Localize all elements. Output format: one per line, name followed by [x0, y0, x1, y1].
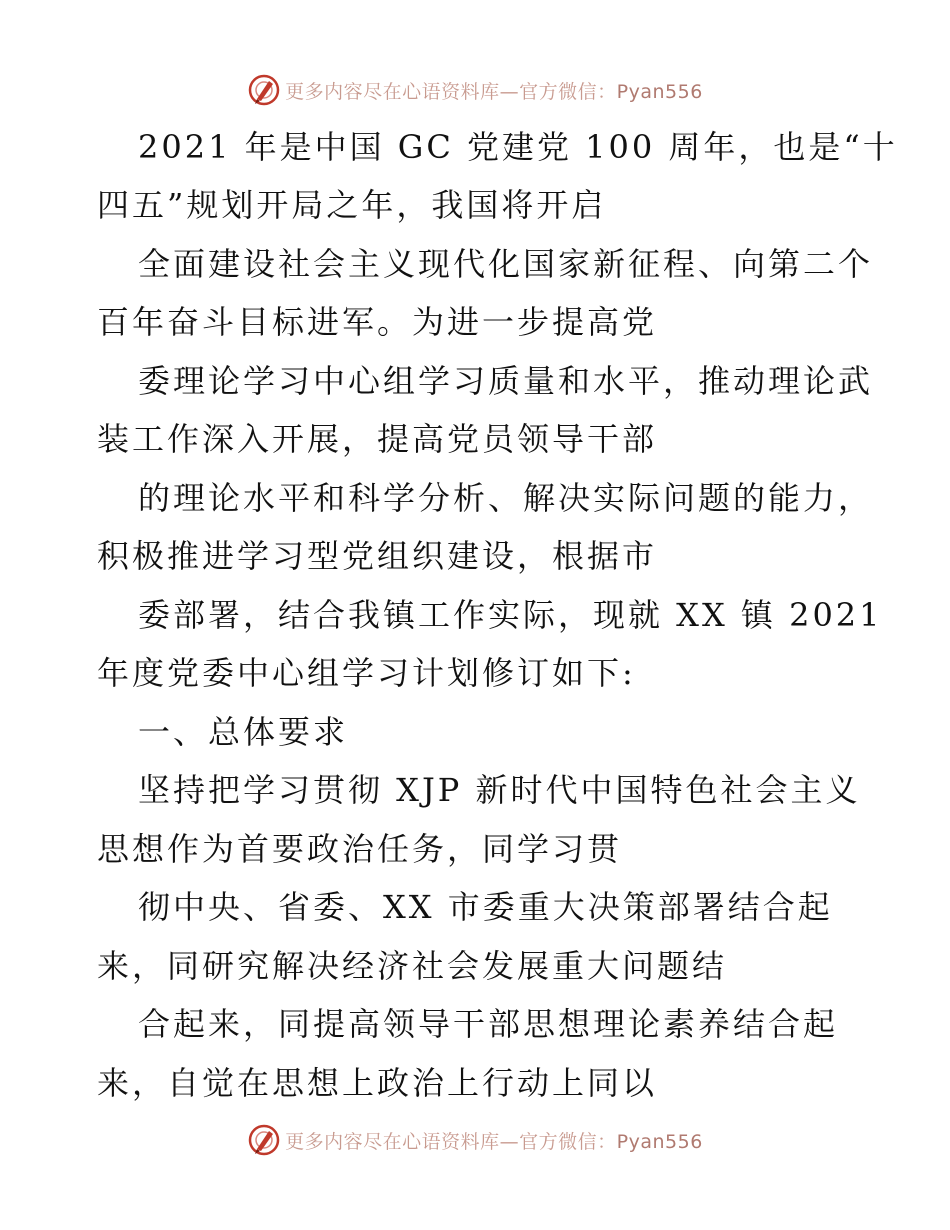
paragraph-line: 坚持把学习贯彻 XJP 新时代中国特色社会主义	[138, 771, 861, 809]
paragraph-line: 委部署，结合我镇工作实际，现就 XX 镇 2021	[138, 596, 883, 634]
paragraph-line: 思想作为首要政治任务，同学习贯	[97, 830, 623, 868]
pen-logo-icon	[247, 1123, 281, 1157]
paragraph-line: 四五”规划开局之年，我国将开启	[97, 186, 607, 224]
footer-watermark	[0, 1120, 950, 1160]
paragraph-line: 全面建设社会主义现代化国家新征程、向第二个	[138, 245, 874, 283]
paragraph-line: 年度党委中心组学习计划修订如下:	[97, 654, 636, 692]
paragraph-line: 彻中央、省委、XX 市委重大决策部署结合起	[138, 888, 833, 926]
watermark-text: 更多内容尽在心语资料库—官方微信：	[285, 1130, 617, 1153]
watermark-handle: Pyan556	[616, 1130, 703, 1153]
paragraph-line: 委理论学习中心组学习质量和水平，推动理论武	[138, 362, 874, 400]
watermark-text: 更多内容尽在心语资料库—官方微信：	[285, 80, 617, 103]
paragraph-line: 来，同研究解决经济社会发展重大问题结	[97, 947, 728, 985]
paragraph-line: 的理论水平和科学分析、解决实际问题的能力，	[138, 479, 874, 517]
paragraph-line: 合起来，同提高领导干部思想理论素养结合起	[138, 1005, 839, 1043]
header-watermark	[0, 70, 950, 110]
watermark-handle: Pyan556	[616, 80, 703, 103]
paragraph-line: 2021 年是中国 GC 党建党 100 周年，也是“十	[138, 128, 898, 166]
paragraph-line: 来，自觉在思想上政治上行动上同以	[97, 1064, 658, 1102]
paragraph-line: 装工作深入开展，提高党员领导干部	[97, 420, 658, 458]
paragraph-line: 积极推进学习型党组织建设，根据市	[97, 537, 658, 575]
pen-logo-icon	[247, 73, 281, 107]
paragraph-line: 百年奋斗目标进军。为进一步提高党	[97, 303, 658, 341]
section-heading: 一、总体要求	[138, 713, 349, 751]
